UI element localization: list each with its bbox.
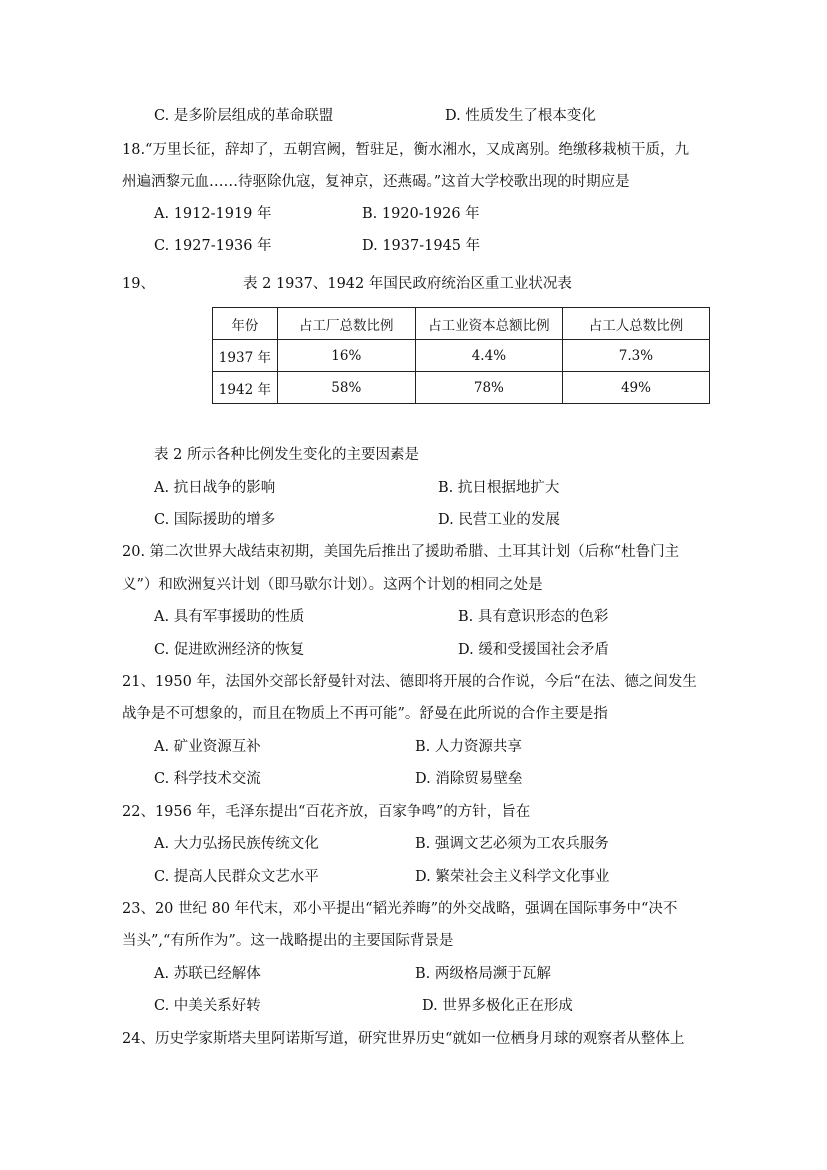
table-header-cell: 占工人总数比例 <box>562 308 709 340</box>
q19-table-title: 表 2 1937、1942 年国民政府统治区重工业状况表 <box>243 276 572 292</box>
table-row <box>213 340 710 372</box>
q22-option-a: A. 大力弘扬民族传统文化 <box>154 836 319 852</box>
q23-option-c: C. 中美关系好转 <box>154 998 261 1014</box>
q21-stem-line1: 21、1950 年，法国外交部长舒曼针对法、德即将开展的合作说，今后“在法、德之间发生 <box>122 674 697 690</box>
q19-option-b: B. 抗日根据地扩大 <box>438 480 560 496</box>
q18-option-a: A. 1912-1919 年 <box>154 206 272 222</box>
q19-option-a: A. 抗日战争的影响 <box>154 480 276 496</box>
q20-stem-line1: 20. 第二次世界大战结束初期，美国先后推出了援助希腊、土耳其计划（后称“杜鲁门主 <box>122 544 680 560</box>
option-c: C. 是多阶层组成的革命联盟 <box>154 108 334 124</box>
table-cell: 1942 年 <box>213 372 278 404</box>
table-row <box>213 372 710 404</box>
table-cell: 58% <box>277 372 415 404</box>
table-cell: 1937 年 <box>213 340 278 372</box>
q19-table <box>212 307 710 404</box>
q20-option-c: C. 促进欧洲经济的恢复 <box>154 642 305 658</box>
table-header-cell: 年份 <box>213 308 278 340</box>
q18-option-b: B. 1920-1926 年 <box>362 206 480 222</box>
table-cell: 7.3% <box>562 340 709 372</box>
table-cell: 16% <box>277 340 415 372</box>
q23-option-d: D. 世界多极化正在形成 <box>422 998 573 1014</box>
q21-stem-line2: 战争是不可想象的，而且在物质上不再可能”。舒曼在此所说的合作主要是指 <box>122 706 608 722</box>
q20-option-b: B. 具有意识形态的色彩 <box>458 609 609 625</box>
table-cell: 4.4% <box>415 340 562 372</box>
q22-stem-line1: 22、1956 年，毛泽东提出“百花齐放，百家争鸣”的方针，旨在 <box>122 804 531 820</box>
q18-stem-line1: 18.“万里长征，辞却了，五朝宫阙，暂驻足，衡水湘水，又成离别。绝缴移栽桢干质，九 <box>122 142 689 158</box>
table-header-cell: 占工业资本总额比例 <box>415 308 562 340</box>
q18-option-d: D. 1937-1945 年 <box>362 238 481 254</box>
table-header-cell: 占工厂总数比例 <box>277 308 415 340</box>
q20-option-a: A. 具有军事援助的性质 <box>154 609 305 625</box>
q19-option-c: C. 国际援助的增多 <box>154 512 276 528</box>
q22-option-c: C. 提高人民群众文艺水平 <box>154 869 319 885</box>
q24-stem-line1: 24、历史学家斯塔夫里阿诺斯写道，研究世界历史“就如一位栖身月球的观察者从整体上 <box>122 1031 685 1047</box>
q22-option-d: D. 繁荣社会主义科学文化事业 <box>415 869 610 885</box>
q21-option-d: D. 消除贸易壁垒 <box>415 771 523 787</box>
option-d: D. 性质发生了根本变化 <box>445 108 596 124</box>
q22-option-b: B. 强调文艺必须为工农兵服务 <box>415 836 609 852</box>
q19-option-d: D. 民营工业的发展 <box>438 512 560 528</box>
q21-option-a: A. 矿业资源互补 <box>154 739 261 755</box>
q18-option-c: C. 1927-1936 年 <box>154 238 272 254</box>
q23-stem-line1: 23、20 世纪 80 年代末，邓小平提出“韬光养晦”的外交战略，强调在国际事务中“决不 <box>122 901 678 917</box>
q21-option-c: C. 科学技术交流 <box>154 771 261 787</box>
table-cell: 49% <box>562 372 709 404</box>
q18-stem-line2: 州遍洒黎元血……待驱除仇寇，复神京，还燕碣。”这首大学校歌出现的时期应是 <box>122 174 630 190</box>
q23-option-b: B. 两级格局濒于瓦解 <box>415 966 551 982</box>
q20-stem-line2: 义”）和欧洲复兴计划（即马歇尔计划）。这两个计划的相同之处是 <box>122 577 543 593</box>
q23-option-a: A. 苏联已经解体 <box>154 966 261 982</box>
table-cell: 78% <box>415 372 562 404</box>
q19-stem: 表 2 所示各种比例发生变化的主要因素是 <box>154 447 419 463</box>
q19-number: 19、 <box>122 276 155 292</box>
table-header-row <box>213 308 710 340</box>
q21-option-b: B. 人力资源共享 <box>415 739 522 755</box>
q20-option-d: D. 缓和受援国社会矛盾 <box>458 642 609 658</box>
q23-stem-line2: 当头”,“有所作为”。这一战略提出的主要国际背景是 <box>122 933 454 949</box>
